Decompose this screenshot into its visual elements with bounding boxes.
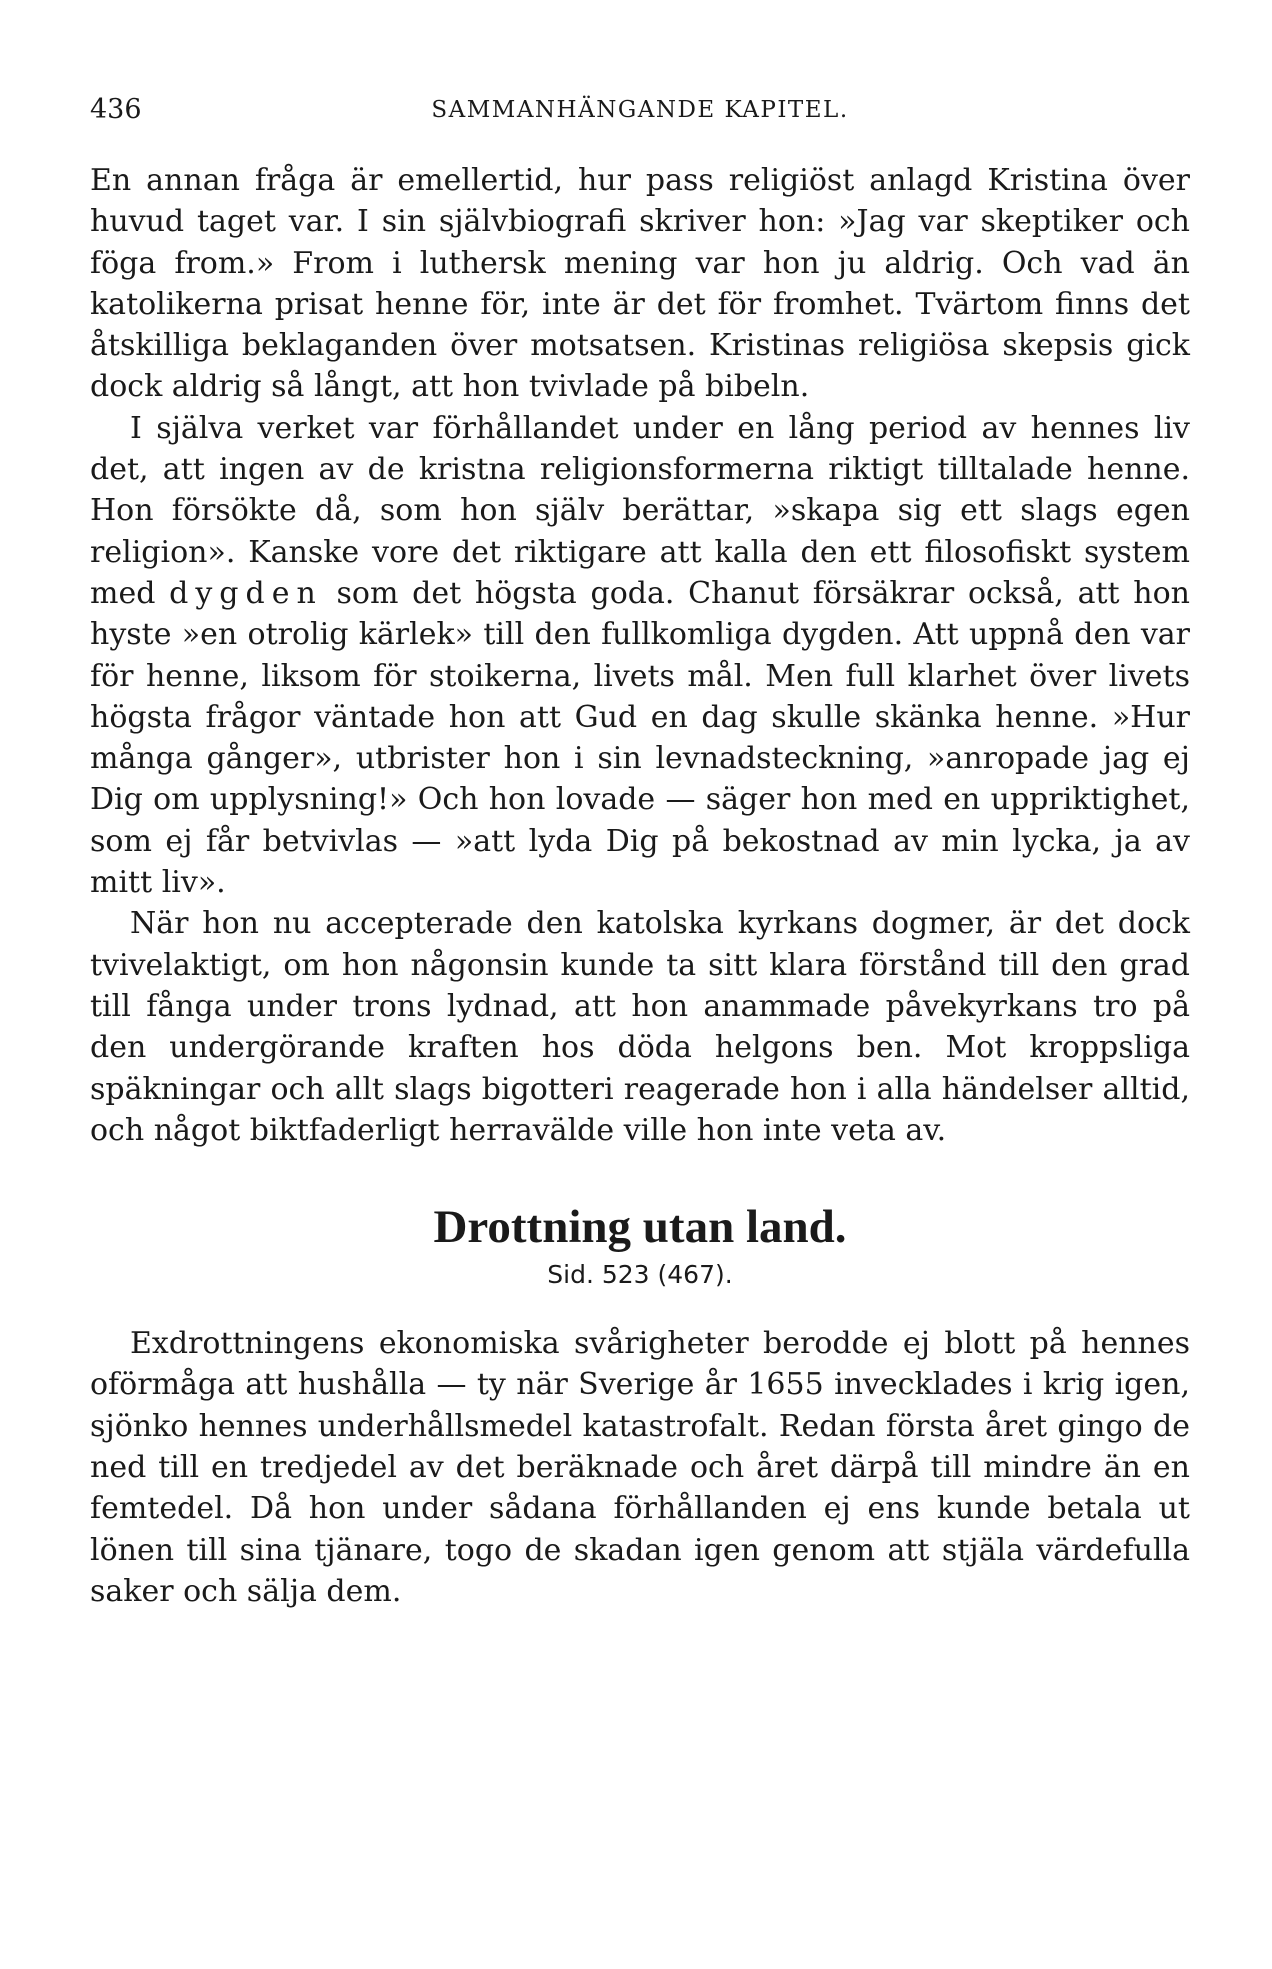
paragraph-3: När hon nu accepterade den katolska kyrkans dogmer, är det dock tvivelaktigt, om hon någonsin kunde ta sitt klara förstånd till den grad till fånga under trons lydnad, att hon anammade påvekyrkans tro på den undergörande kraften hos döda helgons ben. Mot kroppsliga späkningar och allt slags bigotteri reagerade hon i alla händelser alltid, och något biktfaderligt herravälde ville hon inte veta av. xyxy=(90,906,1190,1148)
section-reference: Sid. 523 (467). xyxy=(547,1260,733,1290)
paragraph-2-start: I själva verket var förhållandet under en lång period av hennes liv det, att ingen av de kristna religionsformerna riktigt tilltalade henne. Hon försökte då, som hon själv berättar, »skapa sig ett slags egen religion». Kanske vore det riktigare att kalla den ett filosofiskt system med xyxy=(90,410,1190,611)
section-heading: Drottning utan land. xyxy=(433,1201,847,1254)
paragraph-2-rest: som det högsta goda. Chanut försäkrar också, att hon hyste »en otrolig kärlek» till den fullkomliga dygden. Att uppnå den var för henne, liksom för stoikerna, livets mål. Men full klarhet över livets högsta frågor väntade hon att Gud en dag skulle skänka henne. »Hur många gånger», utbrister hon i sin levnadsteckning, »anropade jag ej Dig om upplysning!» Och hon lovade — säger hon med en uppriktighet, som ej får betvivlas — »att lyda Dig på bekostnad av min lycka, ja av mitt liv». xyxy=(90,575,1190,901)
paragraph-1: En annan fråga är emellertid, hur pass religiöst anlagd Kristina över huvud taget var. I sin självbiografi skriver hon: »Jag var skeptiker och föga from.» From i luthersk mening var hon ju aldrig. Och vad än katolikerna prisat henne för, inte är det för fromhet. Tvärtom finns det åtskilliga beklaganden över motsatsen. Kristinas religiösa skepsis gick dock aldrig så långt, att hon tvivlade på bibeln. xyxy=(90,163,1190,405)
section-paragraph: Exdrottningens ekonomiska svårigheter berodde ej blott på hennes oförmåga att hushålla — ty när Sverige år 1655 invecklades i krig igen, sjönko hennes underhållsmedel katastrofalt. Redan första året gingo de ned till en tredjedel av det beräknade och året därpå till mindre än en femtedel. Då hon under sådana förhållanden ej ens kunde betala ut lönen till sina tjänare, togo de skadan igen genom att stjäla värdefulla saker och sälja dem. xyxy=(90,1326,1190,1609)
paragraph-2-emphasis: dygden xyxy=(169,575,323,611)
book-page xyxy=(90,90,1190,1612)
paragraph-2 xyxy=(90,408,1190,904)
running-head xyxy=(90,90,1190,130)
body-text xyxy=(90,160,1190,1151)
page-number: 436 xyxy=(90,94,142,125)
running-title: SAMMANHÄNGANDE KAPITEL. xyxy=(431,97,849,123)
